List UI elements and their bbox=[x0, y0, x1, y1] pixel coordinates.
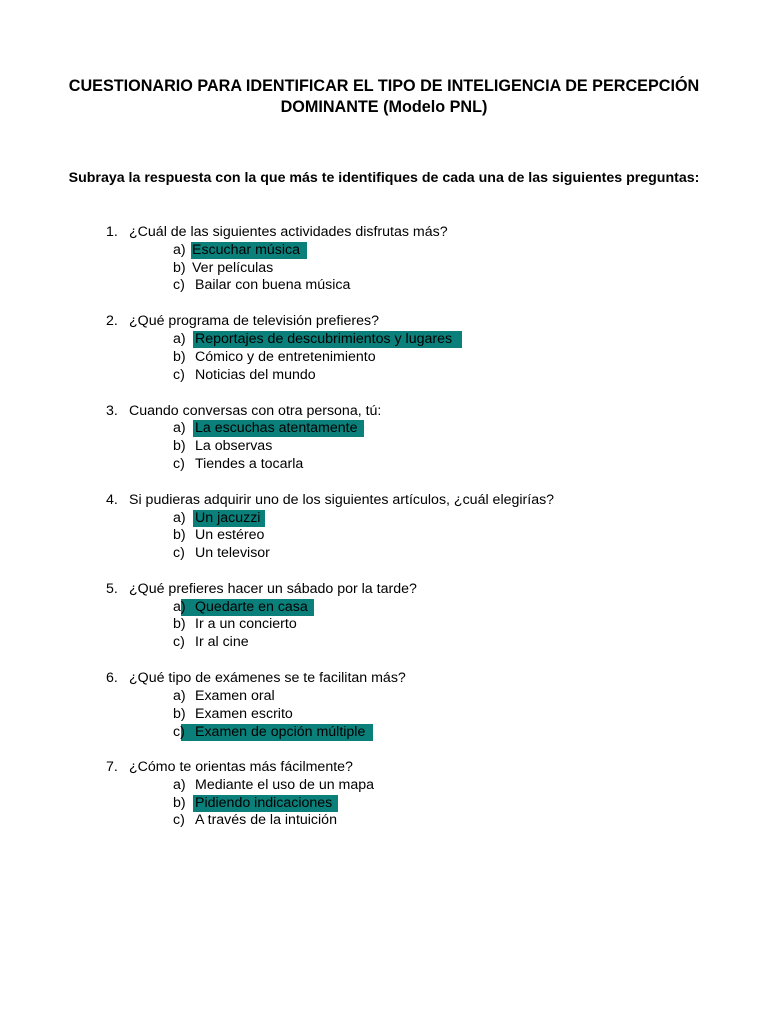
option-letter: a) bbox=[173, 242, 186, 258]
option-letter: a) bbox=[173, 777, 186, 793]
option-c[interactable] bbox=[0, 455, 768, 473]
option-text: Examen escrito bbox=[195, 706, 293, 722]
option-text: Cómico y de entretenimiento bbox=[195, 349, 376, 365]
option-text: La escuchas atentamente bbox=[195, 420, 358, 436]
option-letter: a) bbox=[173, 688, 186, 704]
title-line-1: CUESTIONARIO PARA IDENTIFICAR EL TIPO DE INTELIGENCIA DE PERCEPCIÓN bbox=[68, 77, 700, 95]
option-letter: b) bbox=[173, 527, 186, 543]
option-b[interactable] bbox=[0, 526, 768, 544]
instruction-text: Subraya la respuesta con la que más te identifiques de cada una de las siguientes preguntas: bbox=[68, 170, 700, 186]
question-number: 6. bbox=[106, 670, 118, 686]
option-c[interactable] bbox=[0, 276, 768, 294]
question-number: 7. bbox=[106, 759, 118, 775]
option-letter: a) bbox=[173, 420, 186, 436]
option-text: A través de la intuición bbox=[195, 812, 337, 828]
option-c[interactable] bbox=[0, 544, 768, 562]
option-text: Quedarte en casa bbox=[195, 599, 308, 615]
option-letter: a) bbox=[173, 331, 186, 347]
option-letter: c) bbox=[173, 545, 185, 561]
question-number: 2. bbox=[106, 313, 118, 329]
option-a[interactable] bbox=[0, 241, 768, 259]
option-letter: b) bbox=[173, 260, 186, 276]
option-text: Ir al cine bbox=[195, 634, 249, 650]
option-letter: c) bbox=[173, 724, 185, 740]
option-text: Un estéreo bbox=[195, 527, 265, 543]
question-number: 3. bbox=[106, 403, 118, 419]
question-text: ¿Qué programa de televisión prefieres? bbox=[129, 313, 379, 329]
option-text: Ir a un concierto bbox=[195, 616, 297, 632]
option-text: La observas bbox=[195, 438, 273, 454]
option-text: Un televisor bbox=[195, 545, 270, 561]
question-text: Si pudieras adquirir uno de los siguientes artículos, ¿cuál elegirías? bbox=[129, 492, 555, 508]
question-text: ¿Cómo te orientas más fácilmente? bbox=[129, 759, 353, 775]
option-c[interactable] bbox=[0, 723, 768, 741]
option-a[interactable] bbox=[0, 509, 768, 527]
option-text: Examen de opción múltiple bbox=[195, 724, 366, 740]
option-text: Noticias del mundo bbox=[195, 367, 316, 383]
option-a[interactable] bbox=[0, 776, 768, 794]
option-c[interactable] bbox=[0, 633, 768, 651]
option-b[interactable] bbox=[0, 794, 768, 812]
option-letter: b) bbox=[173, 349, 186, 365]
option-b[interactable] bbox=[0, 705, 768, 723]
question-number: 4. bbox=[106, 492, 118, 508]
option-letter: c) bbox=[173, 277, 185, 293]
option-b[interactable] bbox=[0, 437, 768, 455]
option-letter: c) bbox=[173, 367, 185, 383]
option-text: Bailar con buena música bbox=[195, 277, 351, 293]
option-a[interactable] bbox=[0, 419, 768, 437]
question-text: Cuando conversas con otra persona, tú: bbox=[129, 403, 382, 419]
option-b[interactable] bbox=[0, 615, 768, 633]
option-text: Ver películas bbox=[192, 260, 274, 276]
question-number: 1. bbox=[106, 224, 118, 240]
option-text: Mediante el uso de un mapa bbox=[195, 777, 375, 793]
option-text: Escuchar música bbox=[192, 242, 301, 258]
option-letter: b) bbox=[173, 616, 186, 632]
question-number: 5. bbox=[106, 581, 118, 597]
option-letter: b) bbox=[173, 706, 186, 722]
question-text: ¿Cuál de las siguientes actividades disfrutas más? bbox=[129, 224, 448, 240]
option-text: Reportajes de descubrimientos y lugares bbox=[195, 331, 453, 347]
option-letter: b) bbox=[173, 438, 186, 454]
option-letter: c) bbox=[173, 634, 185, 650]
option-c[interactable] bbox=[0, 811, 768, 829]
option-a[interactable] bbox=[0, 598, 768, 616]
option-letter: c) bbox=[173, 812, 185, 828]
question-text: ¿Qué tipo de exámenes se te facilitan más? bbox=[129, 670, 406, 686]
option-letter: b) bbox=[173, 795, 186, 811]
option-b[interactable] bbox=[0, 348, 768, 366]
option-text: Un jacuzzi bbox=[195, 510, 261, 526]
option-letter: a) bbox=[173, 510, 186, 526]
option-letter: a) bbox=[173, 599, 186, 615]
option-text: Tiendes a tocarla bbox=[195, 456, 304, 472]
option-b[interactable] bbox=[0, 259, 768, 277]
title-line-2: DOMINANTE (Modelo PNL) bbox=[280, 98, 488, 116]
option-c[interactable] bbox=[0, 366, 768, 384]
option-a[interactable] bbox=[0, 687, 768, 705]
option-text: Examen oral bbox=[195, 688, 275, 704]
option-a[interactable] bbox=[0, 330, 768, 348]
option-letter: c) bbox=[173, 456, 185, 472]
question-text: ¿Qué prefieres hacer un sábado por la tarde? bbox=[129, 581, 417, 597]
option-text: Pidiendo indicaciones bbox=[195, 795, 333, 811]
